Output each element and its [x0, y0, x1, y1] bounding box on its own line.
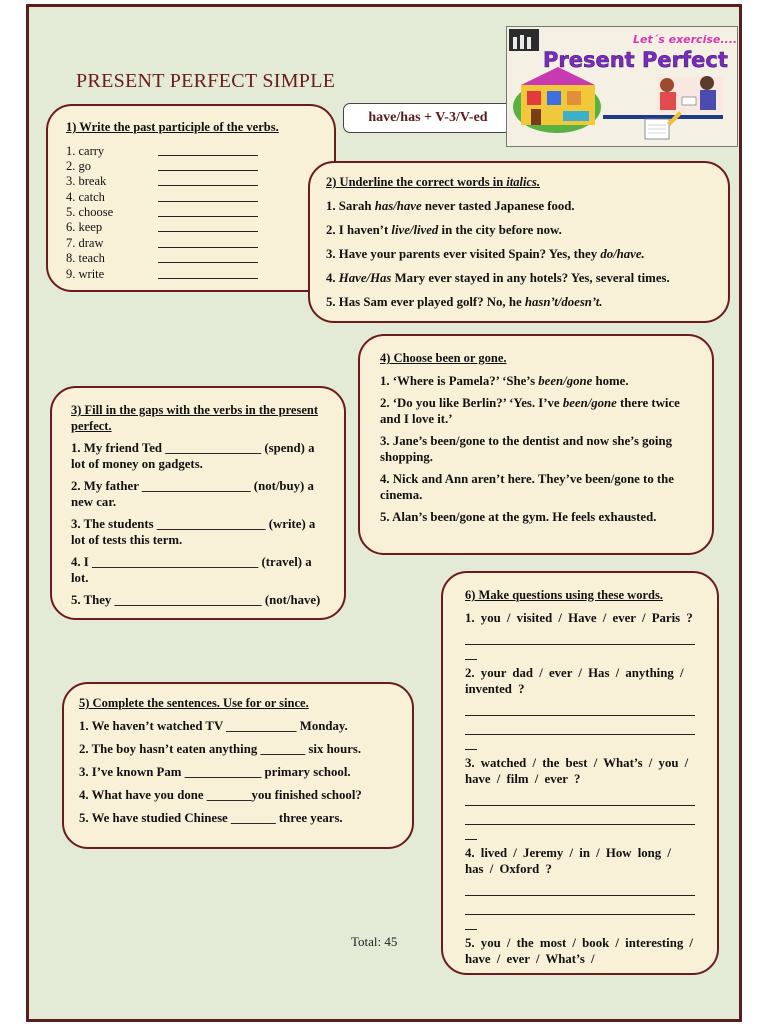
answer-line — [465, 896, 695, 915]
item-text: 1. ‘Where is Pamela?’ ‘She’s — [380, 373, 539, 388]
item-choice: Have/Has — [338, 270, 392, 285]
section-5-item: 2. The boy hasn’t eaten anything _______ six hours. — [79, 741, 362, 756]
section-4-item — [380, 396, 692, 427]
section-6-item: 2. your dad / ever / Has / anything / invented ? — [465, 666, 684, 696]
section-4-item — [380, 510, 692, 526]
answer-line — [158, 205, 258, 217]
item-choice: do/have. — [600, 246, 645, 261]
item-choice: been/gone — [538, 373, 593, 388]
item-text: 4. Nick and Ann aren’t here. They’ve been/gone to the cinema. — [380, 472, 674, 502]
verb-label: 3. break — [66, 174, 107, 189]
section-6-item: 1. you / visited / Have / ever / Paris ? — [465, 610, 693, 625]
verb-label: 5. choose — [66, 205, 114, 220]
answer-line — [158, 144, 258, 156]
answer-line — [158, 174, 258, 186]
verb-label: 2. go — [66, 158, 91, 173]
answer-line-end — [465, 645, 477, 660]
section-2-heading: 2) Underline the correct words in italics. — [326, 175, 540, 189]
section-5-item: 3. I’ve known Pam ____________ primary school. — [79, 764, 351, 779]
section-3-item: 2. My father _________________ (not/buy) a new car. — [71, 479, 314, 509]
answer-line — [465, 716, 695, 735]
item-text: 2. ‘Do you like Berlin?’ ‘Yes. I’ve — [380, 396, 563, 410]
section-4-heading: 4) Choose been or gone. — [380, 351, 507, 365]
answer-line — [158, 267, 258, 279]
section-6-items — [465, 611, 695, 968]
item-text: 2. I haven’t — [326, 222, 392, 237]
section-3-item: 4. I __________________________ (travel) a lot. — [71, 555, 312, 585]
verb-label: 1. carry — [66, 143, 105, 158]
section-2-box — [308, 161, 730, 323]
section-4-item — [380, 472, 692, 503]
item-text: Mary ever stayed in any hotels? Yes, several times. — [391, 270, 670, 285]
item-text: home. — [592, 373, 629, 388]
verb-label: 7. draw — [66, 235, 104, 250]
verb-label: 9. write — [66, 266, 105, 281]
verb-row — [66, 251, 316, 266]
logo-tagline: Let´s exercise.... — [633, 33, 738, 46]
section-6-box — [441, 571, 719, 975]
item-text: 5. Alan’s been/gone at the gym. He feels exhausted. — [380, 510, 657, 524]
verb-row — [66, 220, 316, 235]
item-text: 3. Have your parents ever visited Spain? Yes, they — [326, 246, 601, 261]
item-text: in the city before now. — [438, 222, 562, 237]
answer-line — [465, 877, 695, 896]
item-choice: hasn’t/doesn’t. — [524, 294, 603, 309]
logo-title: Present Perfect — [543, 48, 728, 72]
verb-row — [66, 205, 316, 220]
section-4-items — [380, 374, 692, 526]
answer-line-end — [465, 915, 477, 930]
answer-line — [158, 190, 258, 202]
answer-line-end — [465, 735, 477, 750]
answer-line-end — [465, 825, 477, 840]
section-5-item: 4. What have you done _______you finished school? — [79, 787, 362, 802]
item-choice: live/lived — [391, 222, 439, 237]
answer-line — [465, 697, 695, 716]
total-score: Total: 45 — [351, 934, 398, 949]
item-text: 5. Has Sam ever played golf? No, he — [326, 294, 525, 309]
verb-label: 6. keep — [66, 220, 103, 235]
section-3-box — [50, 386, 346, 620]
item-text: 4. — [326, 270, 339, 285]
section-2-item — [326, 271, 712, 287]
section-5-item: 5. We have studied Chinese _______ three years. — [79, 810, 343, 825]
section-6-item: 5. you / the most / book / interesting / have / ever / What’s / — [465, 936, 693, 966]
answer-line — [158, 236, 258, 248]
verb-label: 4. catch — [66, 189, 105, 204]
verb-row — [66, 174, 316, 189]
item-text: there twice and I love it.’ — [380, 396, 680, 426]
verb-row — [66, 144, 316, 159]
present-perfect-logo — [506, 26, 738, 147]
item-text: never tasted Japanese food. — [421, 198, 575, 213]
section-2-item — [326, 223, 712, 239]
section-3-item: 5. They _______________________ (not/have) — [71, 593, 321, 607]
section-5-items — [79, 719, 397, 827]
section-6-heading: 6) Make questions using these words. — [465, 588, 663, 602]
section-4-item — [380, 374, 692, 390]
answer-line — [158, 220, 258, 232]
section-2-item — [326, 295, 712, 311]
item-choice: has/have — [374, 198, 422, 213]
section-5-heading: 5) Complete the sentences. Use for or since. — [79, 696, 309, 710]
answer-line — [158, 251, 258, 263]
section-3-item: 3. The students _________________ (write) a lot of tests this term. — [71, 517, 316, 547]
verb-row — [66, 190, 316, 205]
verb-label: 8. teach — [66, 251, 105, 266]
section-3-heading: 3) Fill in the gaps with the verbs in the present perfect. — [71, 403, 318, 433]
section-6-item: 4. lived / Jeremy / in / How long / has / Oxford ? — [465, 846, 671, 876]
page-title: PRESENT PERFECT SIMPLE — [76, 70, 336, 92]
section-6-item: 3. watched / the best / What’s / you / have / film / ever ? — [465, 756, 689, 786]
section-5-box — [62, 682, 414, 849]
section-5-item: 1. We haven’t watched TV ___________ Monday. — [79, 718, 348, 733]
logo-illustration — [507, 27, 738, 147]
answer-line — [465, 806, 695, 825]
formula-box: have/has + V-3/V-ed — [343, 103, 513, 133]
section-3-item: 1. My friend Ted _______________ (spend) a lot of money on gadgets. — [71, 441, 315, 471]
section-2-item — [326, 247, 712, 263]
verb-row — [66, 159, 316, 174]
answer-line — [158, 159, 258, 171]
section-1-heading: 1) Write the past participle of the verbs. — [66, 120, 279, 134]
section-1-box — [46, 104, 336, 292]
item-choice: been/gone — [562, 396, 617, 410]
answer-line — [465, 787, 695, 806]
verb-row — [66, 267, 316, 282]
verb-list — [66, 144, 316, 283]
item-text: 1. Sarah — [326, 198, 375, 213]
section-4-item — [380, 434, 692, 465]
answer-line — [465, 626, 695, 645]
item-text: 3. Jane’s been/gone to the dentist and now she’s going shopping. — [380, 434, 672, 464]
section-4-box — [358, 334, 714, 555]
section-2-items — [326, 199, 712, 311]
section-2-item — [326, 199, 712, 215]
verb-row — [66, 236, 316, 251]
section-3-items — [71, 441, 325, 609]
